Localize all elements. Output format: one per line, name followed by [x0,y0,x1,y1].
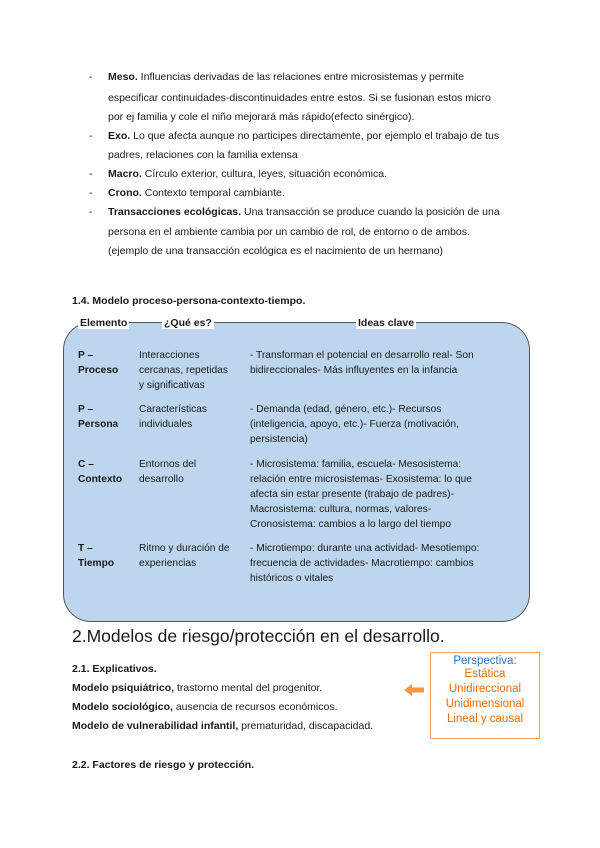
table-row-persona-que: Características individuales [139,404,207,430]
perspectiva-box [430,652,540,739]
left-arrow-icon [404,683,426,697]
table-row-tiempo-que: Ritmo y duración de experiencias [139,543,230,569]
table-row-contexto-element: C – Contexto [78,459,123,485]
list-item-exo: Exo. Lo que afecta aunque no participes directamente, por ejemplo el trabajo de tus [108,130,500,142]
table-row-proceso-element: P – Proceso [78,350,119,376]
perspectiva-item: Estática [464,668,506,680]
list-item-line: persona en el ambiente cambia por un cambio de rol, de entorno o de ambos. [108,226,470,238]
bullet: - [89,130,93,142]
list-item-line: especificar continuidades-discontinuidades entre estos. Si se fusionan estos micro [108,92,491,104]
subheading-2-1: 2.1. Explicativos. [72,663,157,675]
table-row-proceso-que: Interacciones cercanas, repetidas y significativas [139,350,228,391]
table-row-tiempo-element: T – Tiempo [78,543,115,569]
bullet: - [89,71,93,83]
list-item-macro: Macro. Círculo exterior, cultura, leyes, situación económica. [108,168,387,180]
table-header-que-es: ¿Qué es? [164,317,212,329]
bullet: - [89,168,93,180]
table-header-elemento: Elemento [80,317,128,329]
list-item-crono: Crono. Contexto temporal cambiante. [108,187,285,199]
table-row-persona-ideas: - Demanda (edad, género, etc.)- Recursos (inteligencia, apoyo, etc.)- Fuerza (motivación, persistencia) [250,404,459,445]
section-heading-1-4: 1.4. Modelo proceso-persona-contexto-tiempo. [72,295,306,307]
table-row-contexto-ideas: - Microsistema: familia, escuela- Mesosistema: relación entre microsistemas- Exosistema: lo que afecta sin estar presente (trabajo de padres)- Macrosistema: cultura, normas, valores- Cronosistema: cambios a lo largo del tiempo [250,459,472,530]
section-heading-2: 2.Modelos de riesgo/protección en el desarrollo. [72,626,445,646]
list-item-line: (ejemplo de una transacción ecológica es el nacimiento de un hermano) [108,245,444,257]
list-item-line: padres, relaciones con la familia extensa [108,149,298,161]
model-psiquiatrico: Modelo psiquiátrico, trastorno mental del progenitor. [72,682,323,694]
table-row-proceso-ideas: - Transforman el potencial en desarrollo real- Son bidireccionales- Más influyentes en la infancia [250,350,474,376]
perspectiva-item: Unidimensional [445,698,525,710]
perspectiva-item: Lineal y causal [446,713,524,725]
bullet: - [89,187,93,199]
table-row-contexto-que: Entornos del desarrollo [139,459,197,485]
subheading-2-2: 2.2. Factores de riesgo y protección. [72,759,255,771]
model-sociologico: Modelo sociológico, ausencia de recursos económicos. [72,701,338,713]
perspectiva-title: Perspectiva: [453,655,517,667]
table-header-ideas-clave: Ideas clave [358,317,415,329]
perspectiva-item: Unidireccional [448,683,522,695]
model-vulnerabilidad: Modelo de vulnerabilidad infantil, prematuridad, discapacidad. [72,720,374,732]
table-row-tiempo-ideas: - Microtiempo: durante una actividad- Mesotiempo: frecuencia de actividades- Macrotiempo: cambios históricos o vitales [250,543,480,584]
bullet: - [89,206,93,218]
table-row-persona-element: P – Persona [78,404,119,430]
list-item-meso: Meso. Influencias derivadas de las relaciones entre microsistemas y permite [108,71,464,83]
list-item-transacciones: Transacciones ecológicas. Una transacción se produce cuando la posición de una [108,206,500,218]
list-item-line: por ej familia y cole el niño mejorará más rápido(efecto sinérgico). [108,111,415,123]
